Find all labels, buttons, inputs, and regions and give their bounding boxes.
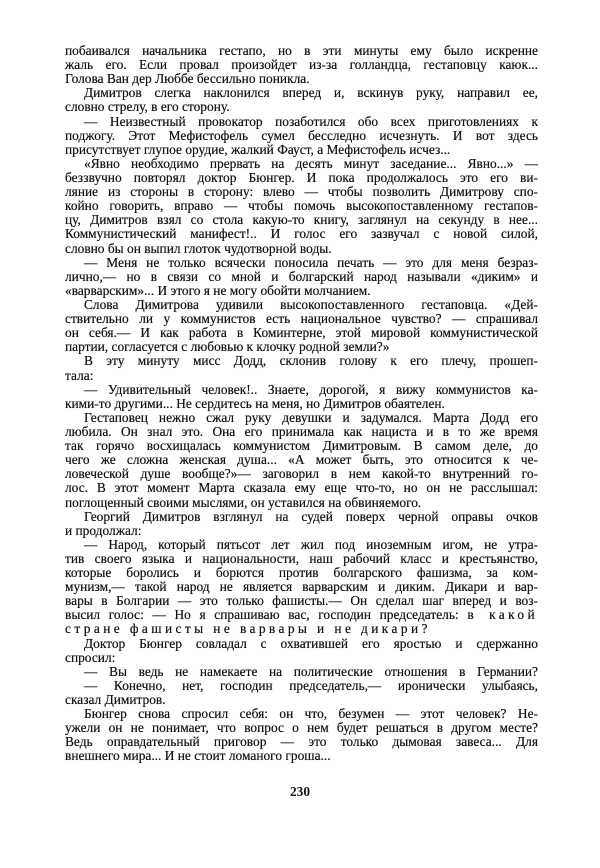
line-text: побаивался начальника гестапо, но в эти минуты ему было искренне xyxy=(65,43,538,58)
text-line xyxy=(65,86,538,100)
line-text: и продолжал: xyxy=(65,522,142,538)
line-text: вары в Болгарии — это только фашисты.— Он сделал шаг вперед и воз- xyxy=(65,593,538,609)
line-text: жаль его. Если провал произойдет из-за голландца, гестаповцу каюк... xyxy=(65,57,538,73)
text-line xyxy=(65,439,538,453)
text-line xyxy=(65,552,538,566)
line-text: словно стрелу, в его сторону. xyxy=(65,99,230,115)
line-text: словно бы он выпил глоток чудотворной воды. xyxy=(65,240,332,256)
text-line xyxy=(65,496,538,510)
text-line xyxy=(65,213,538,227)
line-text: партии, согласуется с любовью к клочку родной земли?» xyxy=(65,339,390,355)
text-line xyxy=(65,594,538,608)
text-line xyxy=(65,354,538,368)
line-text: так горячо восхищалась коммунистом Димитровым. В самом деле, до xyxy=(65,438,538,454)
text-line xyxy=(65,580,538,594)
line-text: — Народ, который пятьсот лет жил под иноземным игом, не утра- xyxy=(84,536,538,552)
text-line xyxy=(65,397,538,411)
text-line xyxy=(65,58,538,72)
line-text: поджогу. Этот Мефистофель сумел бесследно исчезнуть. И вот здесь xyxy=(65,127,538,143)
text-line xyxy=(65,467,538,481)
line-text: внешнего мира... И не стоит ломаного гроша... xyxy=(65,748,331,764)
line-text: Слова Димитрова удивили высокопоставленного гестаповца. «Дей- xyxy=(84,296,538,312)
text-line xyxy=(65,608,538,622)
line-text: которые боролись и борются против болгарского фашизма, за ком- xyxy=(65,565,538,581)
line-text: Гестаповец нежно сжал руку девушки и задумался. Марта Додд его xyxy=(84,409,538,425)
line-text: — Неизвестный провокатор позаботился обо всех приготовлениях к xyxy=(84,113,538,129)
line-text: Димитров слегка наклонился вперед и, вскинув руку, направил ее, xyxy=(84,85,538,101)
text-line xyxy=(65,340,538,354)
line-text: беззвучно повторял доктор Бюнгер. И пока продолжалось это его ви- xyxy=(65,169,538,185)
text-line xyxy=(65,566,538,580)
text-line xyxy=(65,453,538,467)
line-text: — Конечно, нет, господин председатель,— иронически улыбаясь, xyxy=(84,677,538,693)
text-line xyxy=(65,44,538,58)
line-text: спросил: xyxy=(65,649,116,665)
line-text: лично,— но в связи со мной и болгарский народ называли «диким» и xyxy=(65,268,538,284)
line-text: — Вы ведь не намекаете на политические отношения в Германии? xyxy=(84,663,538,679)
text-line xyxy=(65,100,538,114)
line-text: присутствует глупое орудие, жалкий Фауст, а Мефистофель исчез... xyxy=(65,141,451,157)
text-line xyxy=(65,185,538,199)
text-line xyxy=(65,72,538,86)
text-line xyxy=(65,749,538,763)
text-line xyxy=(65,510,538,524)
line-text: чего же сложна женская душа... «А может быть, это относится к че- xyxy=(65,452,538,468)
text-line xyxy=(65,481,538,495)
text-line xyxy=(65,524,538,538)
line-text: цу, Димитров взял со стола какую-то книгу, заглянул на секунду в нее... xyxy=(65,212,538,228)
text-line xyxy=(65,326,538,340)
line-text: поглощенный своими мыслями, он уставился на обвиняемого. xyxy=(65,494,422,510)
line-text: Бюнгер снова спросил себя: он что, безумен — этот человек? Не- xyxy=(84,706,538,722)
text-line xyxy=(65,171,538,185)
line-text: «Явно необходимо прервать на десять минут заседание... Явно...» — xyxy=(84,155,538,171)
line-text: ужели он не понимает, что вопрос о нем будет решаться в другом месте? xyxy=(65,720,538,736)
line-text: В эту минуту мисс Додд, склонив голову к его плечу, прошеп- xyxy=(84,353,538,369)
spaced-emphasis-text: в какой xyxy=(467,607,539,623)
line-text: — Меня не только всячески поносила печать — это для меня безраз- xyxy=(84,254,538,270)
line-text: ляние из стороны в сторону: влево — чтобы позволить Димитрову спо- xyxy=(65,184,538,200)
line-text: ствительно ли у коммунистов есть национальное чувство? — спрашивал xyxy=(65,311,538,327)
line-text: любила. Он знал это. Она его принимала как нациста и в то же время xyxy=(65,423,538,439)
line-text: кими-то другими... Не сердитесь на меня, но Димитров обаятелен. xyxy=(65,395,445,411)
line-text: Доктор Бюнгер совладал с охватившей его яростью и сдержанно xyxy=(84,635,538,651)
text-line xyxy=(65,298,538,312)
line-text: ловеческой душе вообще?»— заговорил в нем какой-то внутренний го- xyxy=(65,466,538,482)
text-line xyxy=(65,312,538,326)
line-text: койно говорить, вправо — чтобы помочь высокопоставленному гестапов- xyxy=(65,198,538,214)
line-text: высил голос: — Но я спрашиваю вас, господин председатель: xyxy=(65,607,468,623)
text-line xyxy=(65,693,538,707)
text-line xyxy=(65,199,538,213)
text-line xyxy=(65,538,538,552)
text-line xyxy=(65,637,538,651)
line-text: он себя.— И как работа в Коминтерне, этой мировой коммунистической xyxy=(65,325,538,341)
text-line xyxy=(65,679,538,693)
line-text: Голова Ван дер Люббе бессильно поникла. xyxy=(65,71,310,87)
line-text: Георгий Димитров взглянул на судей поверх черной оправы очков xyxy=(84,508,538,524)
text-line xyxy=(65,622,538,636)
text-line xyxy=(65,157,538,171)
text-line xyxy=(65,411,538,425)
text-line xyxy=(65,129,538,143)
line-text: Коммунистический манифест!.. И голос его зазвучал с новой силой, xyxy=(65,226,538,242)
page-number: 230 xyxy=(289,784,311,799)
text-line xyxy=(65,369,538,383)
text-line xyxy=(65,256,538,270)
text-line xyxy=(65,721,538,735)
text-line xyxy=(65,651,538,665)
text-line xyxy=(65,115,538,129)
book-page-text xyxy=(65,44,538,764)
line-text: тив своего языка и национальности, наш рабочий класс и крестьянство, xyxy=(65,550,538,566)
text-line xyxy=(65,143,538,157)
spaced-emphasis-text: стране фашисты не варвары и не дикари? xyxy=(65,621,431,637)
line-text: тала: xyxy=(65,367,94,383)
text-line xyxy=(65,665,538,679)
text-line xyxy=(65,707,538,721)
text-line xyxy=(65,227,538,241)
text-line xyxy=(65,270,538,284)
text-line xyxy=(65,284,538,298)
text-line xyxy=(65,425,538,439)
text-line xyxy=(65,383,538,397)
line-text: Ведь оправдательный приговор — это только дымовая завеса... Для xyxy=(65,734,538,750)
text-line xyxy=(65,242,538,256)
line-text: сказал Димитров. xyxy=(65,692,166,708)
line-text: лос. В этот момент Марта сказала ему еще что-то, но он не расслышал: xyxy=(65,480,538,496)
line-text: «варварским»... И этого я не могу обойти молчанием. xyxy=(65,282,371,298)
line-text: мунизм,— такой народ не является варварским и диким. Дикари и вар- xyxy=(65,579,538,595)
text-line xyxy=(65,735,538,749)
line-text: — Удивительный человек!.. Знаете, дорогой, я вижу коммунистов ка- xyxy=(84,381,538,397)
